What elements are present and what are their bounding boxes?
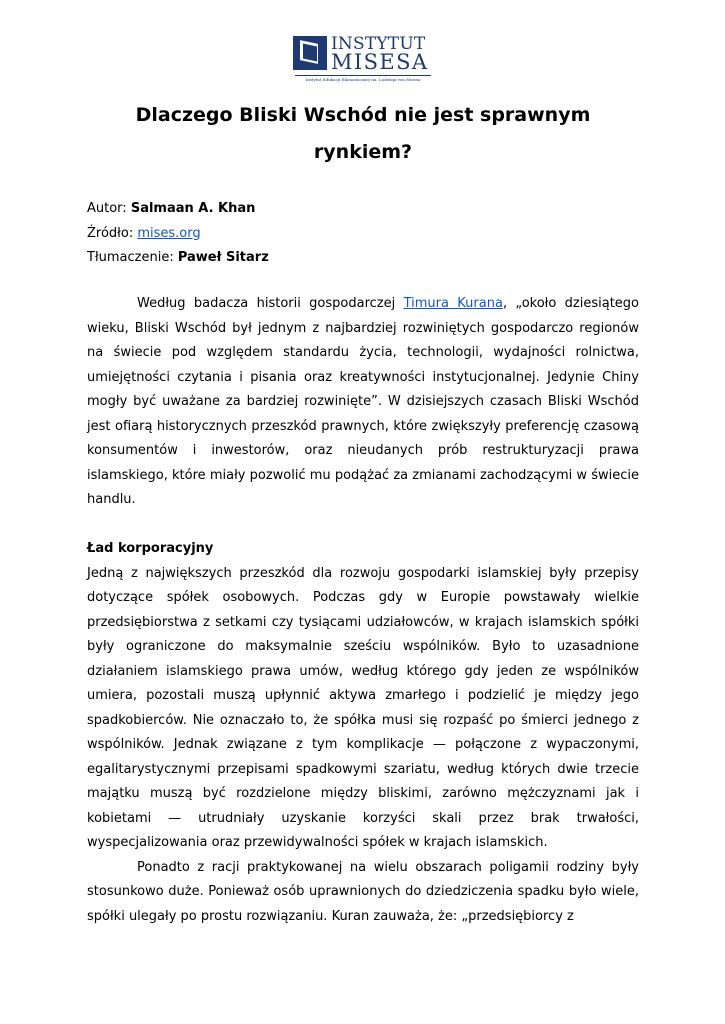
source-line [87,222,639,247]
intro-text-start: Według badacza historii gospodarczej [137,296,404,311]
source-link[interactable]: mises.org [137,225,201,241]
paragraph-3: Ponadto z racji praktykowanej na wielu obszarach poligamii rodziny były stosunkowo duże. Ponieważ osób uprawnionych do dziedziczenia spadku było wiele, spółki ulegały po prostu rozwiązaniu. Kuran zauważa, że: „przedsiębiorcy z [87,859,639,924]
author-name: Salmaan A. Khan [130,201,256,216]
logo-emblem-icon [293,36,327,70]
logo-line1: INSTYTUT [331,34,426,54]
translator-name: Paweł Sitarz [177,250,269,265]
timur-kuran-link[interactable]: Timura Kurana [403,296,503,311]
intro-text-rest: , „około dziesiątego wieku, Bliski Wschód był jednym z najbardziej rozwiniętych gospodarczo regionów na świecie pod względem standardu życia, technologii, wydajności rolnictwa, umiejętności czytania i pisania oraz kreatywności instytucjonalnej. Jedynie Chiny mogły być uważane za bardziej rozwinięte”. W dzisiejszych czasach Bliski Wschód jest ofiarą historycznych przeszkód prawnych, które zwiększyły preferencję czasową konsumentów i inwestorów, oraz nieudanych prób restrukturyzacji prawa islamskiego, które miały pozwolić mu podążać za zmianami zachodzącymi w świecie handlu. [87,296,639,507]
source-label: Źródło: [87,225,134,241]
logo-subtitle: Instytut Edukacji Ekonomicznej im. Ludwiga von Misesa [305,77,421,82]
paragraph-2: Jedną z największych przeszkód dla rozwoju gospodarki islamskiej były przepisy dotyczące spółek osobowych. Podczas gdy w Europie powstawały wielkie przedsiębiorstwa z setkami czy tysiącami udziałowców, w krajach islamskich spółki były ograniczone do maksymalnie sześciu wspólników. Było to uzasadnione działaniem islamskiego prawa umów, według którego gdy jeden ze wspólników umiera, pozostali muszą upłynnić aktywa zmarłego i podzielić je między jego spadkobierców. Nie oznaczało to, że spółka musi się rozpaść po śmierci jednego z wspólników. Jednak związane z tym komplikacje — połączone z wypaczonymi, egalitarystycznymi przepisami spadkowymi szariatu, według których dwie trzecie majątku muszą być rozdzielone między bliskimi, zarówno mężczyznami jak i kobietami — utrudniały uzyskanie korzyści skali przez brak trwałości, wyspecjalizowania oraz przewidywalności spółek w krajach islamskich. [87,565,639,850]
logo-line2: MISESA [331,50,429,74]
translation-line [87,246,639,271]
translation-label: Tłumaczenie: [87,250,174,265]
section-heading: Ład korporacyjny [87,541,214,556]
author-label: Autor: [87,201,127,216]
article-body [87,292,639,929]
page-title: Dlaczego Bliski Wschód nie jest sprawnym rynkiem? [135,104,591,163]
author-line [87,197,639,222]
paragraph-intro [87,292,639,513]
logo-divider [295,75,431,76]
article-meta [87,197,639,271]
instytut-misesa-logo [293,33,433,89]
